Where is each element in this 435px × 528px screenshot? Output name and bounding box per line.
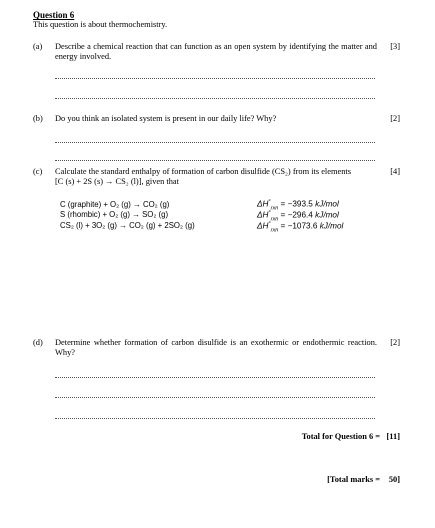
equation-3: CS₂ (l) + 3O₂ (g) → CO₂ (g) + 2SO₂ (g) [60, 221, 195, 230]
part-c-text-line2: [C (s) + 2S (s) → CS₂ (l)], given that [55, 177, 179, 186]
enthalpy-value-2: $\Delta H^\circ_{rxn} = -296.4$ kJ/mol [257, 210, 339, 223]
part-a-label: (a) [33, 42, 43, 51]
question-total-label: Total for Question 6 = [301, 432, 380, 441]
question-intro: This question is about thermochemistry. [33, 20, 168, 29]
part-b-marks: [2] [390, 114, 400, 123]
part-c-marks: [4] [390, 167, 400, 176]
part-b-text: Do you think an isolated system is present in our daily life? Why? [55, 114, 277, 123]
answer-line [55, 78, 375, 79]
enthalpy-value-3: $\Delta H^\circ_{rxn} = -1073.6$ kJ/mol [257, 221, 344, 234]
equation-1: C (graphite) + O₂ (g) → CO₂ (g) [60, 200, 170, 209]
answer-line [55, 418, 375, 419]
answer-line [55, 377, 375, 378]
answer-line [55, 160, 375, 161]
question-title: Question 6 [33, 10, 75, 20]
equation-2: S (rhombic) + O₂ (g) → SO₂ (g) [60, 210, 169, 219]
overall-total-label: [Total marks = [327, 475, 380, 484]
part-d-label: (d) [33, 338, 43, 347]
answer-line [55, 397, 375, 398]
answer-line [55, 142, 375, 143]
part-c-label: (c) [33, 167, 43, 176]
part-d-marks: [2] [390, 338, 400, 347]
part-c-text-line1: Calculate the standard enthalpy of formation of carbon disulfide (CS₂) from its elements [55, 167, 351, 176]
enthalpy-value-1: $\Delta H^\circ_{rxn} = -393.5$ kJ/mol [257, 199, 339, 212]
answer-line [55, 98, 375, 99]
part-a-text: Describe a chemical reaction that can function as an open system by identifying the matter and energy involved. [55, 42, 377, 62]
overall-total-value: 50] [388, 475, 400, 484]
question-total-value: [11] [386, 432, 400, 441]
part-a-marks: [3] [390, 42, 400, 51]
part-d-text: Determine whether formation of carbon disulfide is an exothermic or endothermic reaction. Why? [55, 338, 377, 358]
part-b-label: (b) [33, 114, 43, 123]
